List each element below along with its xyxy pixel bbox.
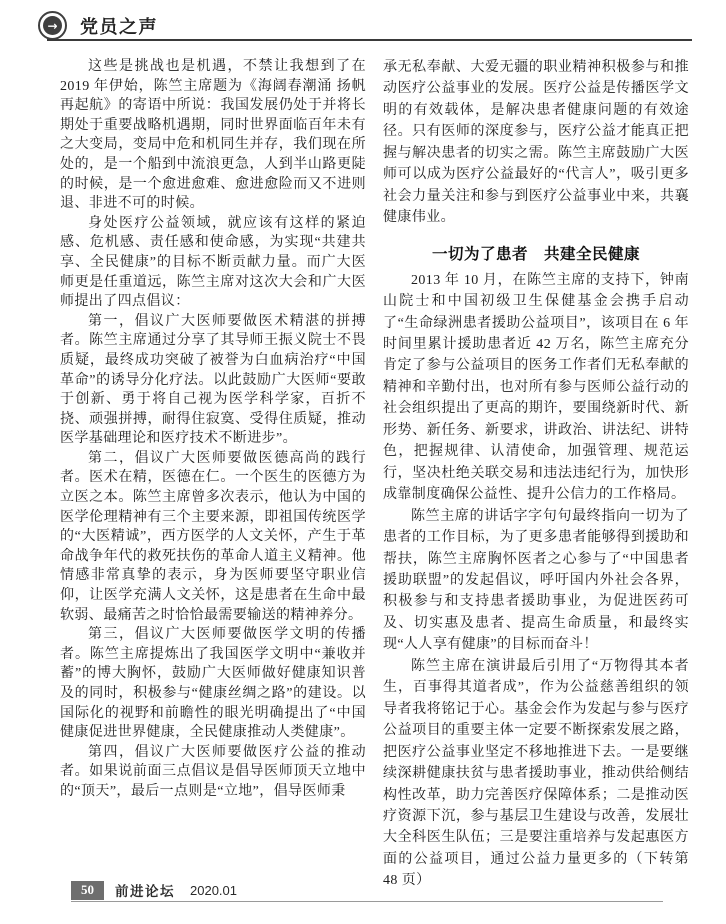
- arrow-glyph: →: [43, 16, 62, 35]
- paragraph: 2013 年 10 月，在陈竺主席的支持下，钟南山院士和中国初级卫生保健基金会携手启动了“生命绿洲患者援助公益项目”，该项目在 6 年时间里累计援助患者近 42 万名，陈竺主席充分肯定了参与公益项目的医务工作者们无私奉献的精神和辛勤付出，也对所有参与医师公益行动的社会组织提出了更高的期许，要围绕新时代、新形势、新任务、新要求，讲政治、讲法纪、讲特色，把握规律、认清使命，加强管理、规范运行，坚决杜绝关联交易和违法违纪行为，加快形成靠制度确保公益性、提升公信力的工作格局。: [383, 272, 689, 503]
- header-rule: [47, 39, 692, 41]
- section-heading: 一切为了患者 共建全民健康: [431, 245, 640, 263]
- paragraph: 第三，倡议广大医师要做医学文明的传播者。陈竺主席提炼出了我国医学文明中“兼收并蓄”的博大胸怀，鼓励广大医师做好健康知识普及的同时，积极参与“健康丝绸之路”的建设。以国际化的视野和前瞻性的眼光明确提出了“中国健康促进世界健康，全民健康推动人类健康”。: [60, 627, 366, 741]
- arrow-circle-icon: [38, 11, 67, 40]
- journal-name: 前进论坛: [115, 884, 175, 899]
- paragraph: 第二，倡议广大医师要做医德高尚的践行者。医术在精，医德在仁。一个医生的医德方为立医之本。陈竺主席曾多次表示，他认为中国的医学伦理精神有三个主要来源，即祖国传统医学的“大医精诚”，西方医学的人文关怀，产生于革命战争年代的救死扶伤的革命人道主义精神。他情感非常真挚的表示，身为医师要坚守职业信仰，让医学充满人文关怀，这是患者在生命中最软弱、最痛苦之时恰恰最需要输送的精神养分。: [60, 450, 366, 623]
- left-column: [60, 57, 366, 892]
- paragraph: 第四，倡议广大医师要做医疗公益的推动者。如果说前面三点倡议是倡导医师顶天立地中的“顶天”，最后一点则是“立地”，倡导医师秉: [60, 744, 366, 799]
- right-column: [383, 57, 689, 892]
- paragraph: 陈竺主席的讲话字字句句最终指向一切为了患者的工作目标，为了更多患者能够得到援助和帮扶，陈竺主席胸怀医者之心参与了“中国患者援助联盟”的发起倡议，呼吁国内外社会各界，积极参与和支持患者援助事业，为促进医药可及、切实惠及患者、提高生命质量，和最终实现“人人享有健康”的目标而奋斗！: [383, 508, 689, 653]
- paragraph: 这些是挑战也是机遇，不禁让我想到了在 2019 年伊始，陈竺主席题为《海阔春潮涌 扬帆再起航》的寄语中所说：我国发展仍处于并将长期处于重要战略机遇期，同时世界面临百年未有之大变局，变局中危和机同生并存，我们现在所处的，是一个船到中流浪更急，人到半山路更陡的时候，是一个愈进愈难、愈进愈险而又不进则退、非进不可的时候。: [60, 59, 366, 212]
- article-body: [60, 57, 689, 892]
- issue-date: 2020.01: [190, 882, 237, 898]
- paragraph: 第一，倡议广大医师要做医术精湛的拼搏者。陈竺主席通过分享了其导师王振义院士不畏质疑，最终成功突破了被誉为白血病治疗“中国革命”的诱导分化疗法。以此鼓励广大医师“要敢于创新、勇于将自己视为医学科学家，百折不挠、顽强拼搏，耐得住寂寞、受得住质疑，推动医学基础理论和医疗技术不断进步”。: [60, 313, 366, 447]
- paragraph: 身处医疗公益领域，就应该有这样的紧迫感、危机感、责任感和使命感，为实现“共建共享、全民健康”的目标不断贡献力量。而广大医师更是任重道远，陈竺主席对这次大会和广大医师提出了四点倡议：: [60, 215, 366, 310]
- paragraph: 陈竺主席在演讲最后引用了“万物得其本者生，百事得其道者成”，作为公益慈善组织的领导者我将铭记于心。基金会作为发起与参与医疗公益项目的重要主体一定要不断探索发展之路，把医疗公益事业坚定不移地推进下去。一是要继续深耕健康扶贫与患者援助事业，推动供给侧结构性改革，助力完善医疗保障体系；二是推动医疗资源下沉，参与基层卫生建设与改善，发展壮大全科医生队伍；三是要注重培养与发起惠医方面的公益项目，通过公益力量更多的（下转第 48 页）: [383, 658, 689, 889]
- paragraph-continuation: 承无私奉献、大爱无疆的职业精神积极参与和推动医疗公益事业的发展。医疗公益是传播医学文明的有效载体，是解决患者健康问题的有效途径。只有医师的深度参与，医疗公益才能真正把握与解决患者的切实之需。陈竺主席鼓励广大医师可以成为医疗公益最好的“代言人”，吸引更多社会力量关注和参与到医疗公益事业中来，共襄健康伟业。: [383, 60, 689, 226]
- footer-rule: [71, 901, 663, 902]
- page-footer: [71, 880, 237, 900]
- section-title: 党员之声: [80, 17, 158, 37]
- page-number-badge: 50: [71, 881, 104, 900]
